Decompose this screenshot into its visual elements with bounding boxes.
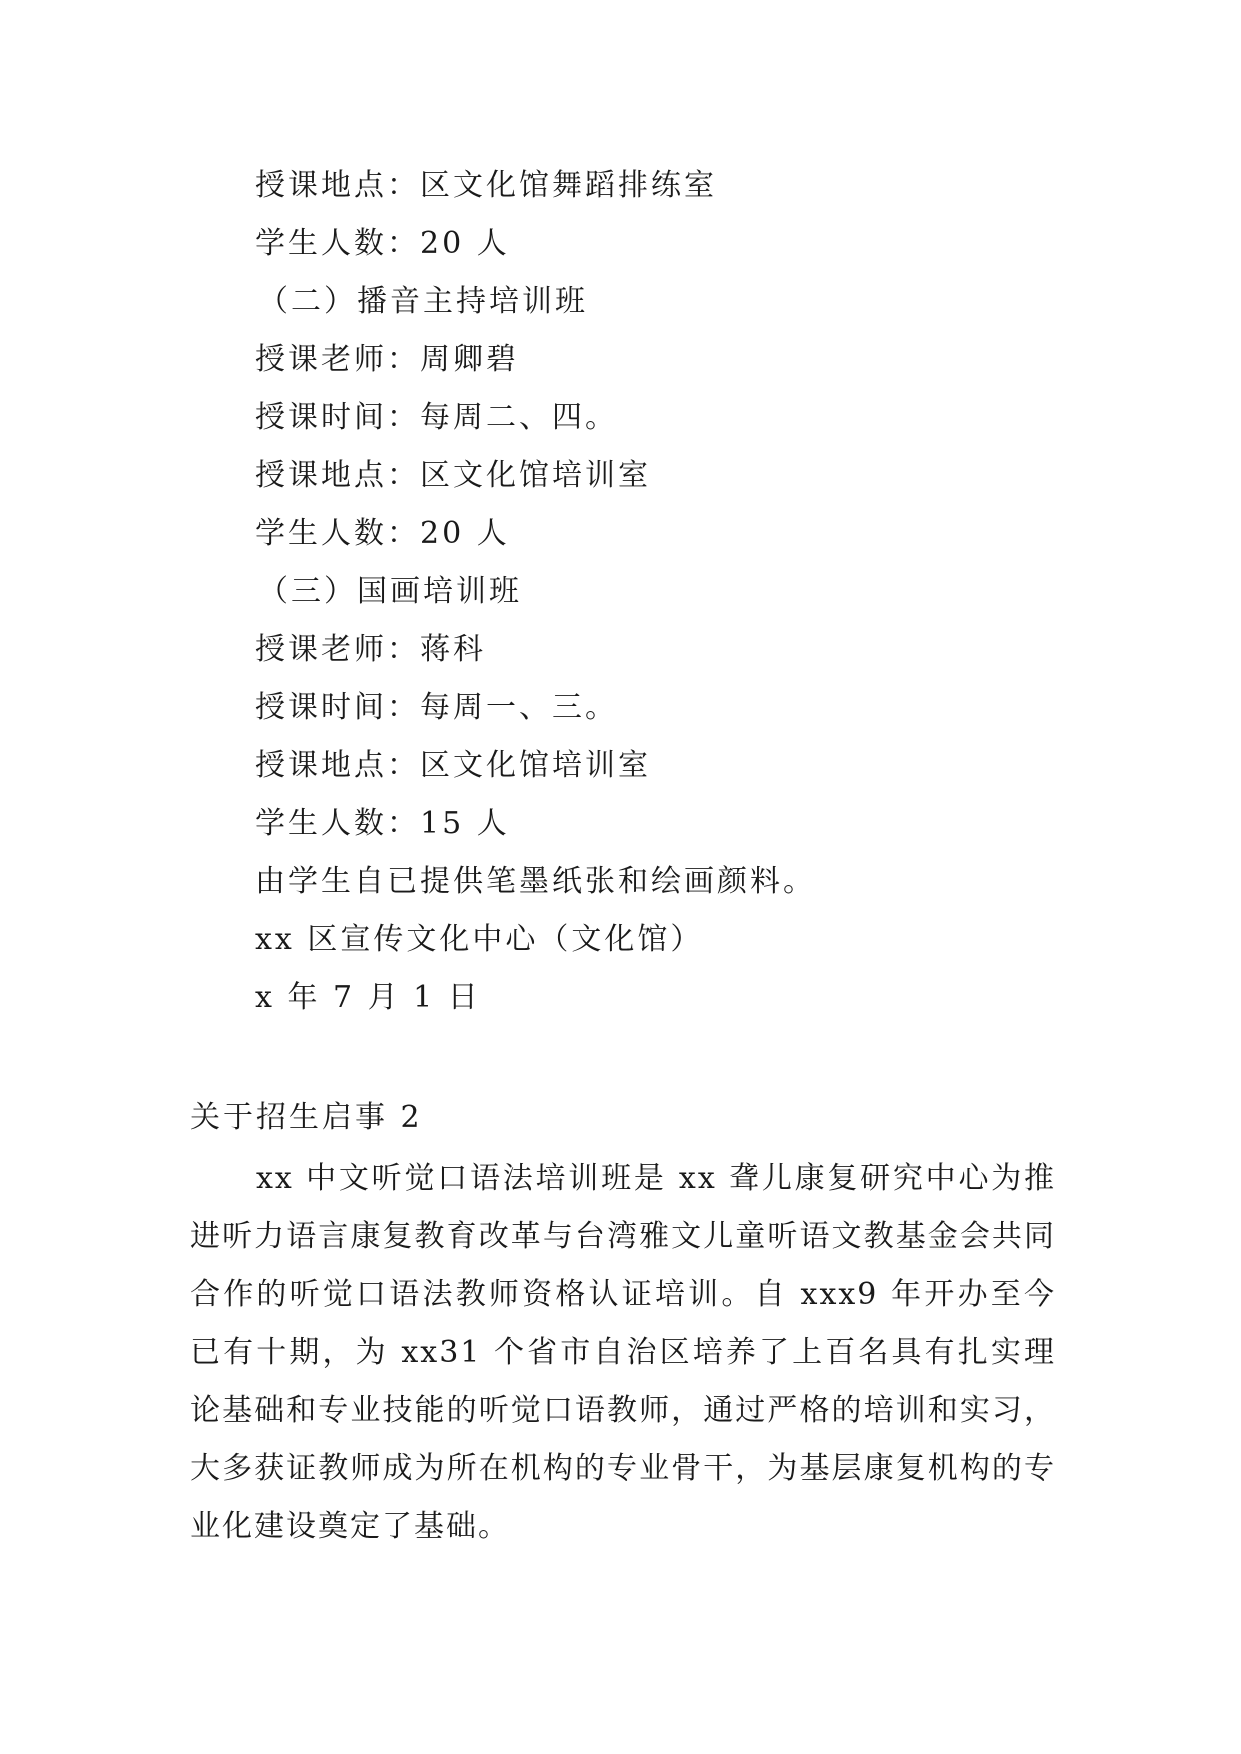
section-heading-broadcast: （二）播音主持培训班 xyxy=(258,284,588,319)
line-students-painting: 学生人数：15 人 xyxy=(255,806,510,841)
article-title: 关于招生启事 2 xyxy=(190,1100,423,1135)
line-time-painting: 授课时间：每周一、三。 xyxy=(255,690,618,725)
line-time-broadcast: 授课时间：每周二、四。 xyxy=(255,400,618,435)
line-location-dance: 授课地点：区文化馆舞蹈排练室 xyxy=(255,168,717,203)
line-teacher-broadcast: 授课老师：周卿碧 xyxy=(255,342,519,377)
line-location-broadcast: 授课地点：区文化馆培训室 xyxy=(255,458,651,493)
line-location-painting: 授课地点：区文化馆培训室 xyxy=(255,748,651,783)
article-paragraph: xx 中文听觉口语法培训班是 xx 聋儿康复研究中心为推进听力语言康复教育改革与台湾雅文儿童听语文教基金会共同合作的听觉口语法教师资格认证培训。自 xxx9 年开办至今已有十期，为 xx31 个省市自治区培养了上百名具有扎实理论基础和专业技能的听觉口语教师，通过严格的培训和实习，大多获证教师成为所在机构的专业骨干，为基层康复机构的专业化建设奠定了基础。 xyxy=(190,1161,1056,1544)
section-heading-painting: （三）国画培训班 xyxy=(258,574,522,609)
line-materials-note: 由学生自已提供笔墨纸张和绘画颜料。 xyxy=(255,864,816,899)
line-students-dance: 学生人数：20 人 xyxy=(255,226,510,261)
signature-organization: xx 区宣传文化中心（文化馆） xyxy=(255,922,704,957)
line-teacher-painting: 授课老师：蒋科 xyxy=(255,632,486,667)
signature-date: x 年 7 月 1 日 xyxy=(255,980,481,1015)
line-students-broadcast: 学生人数：20 人 xyxy=(255,516,510,551)
